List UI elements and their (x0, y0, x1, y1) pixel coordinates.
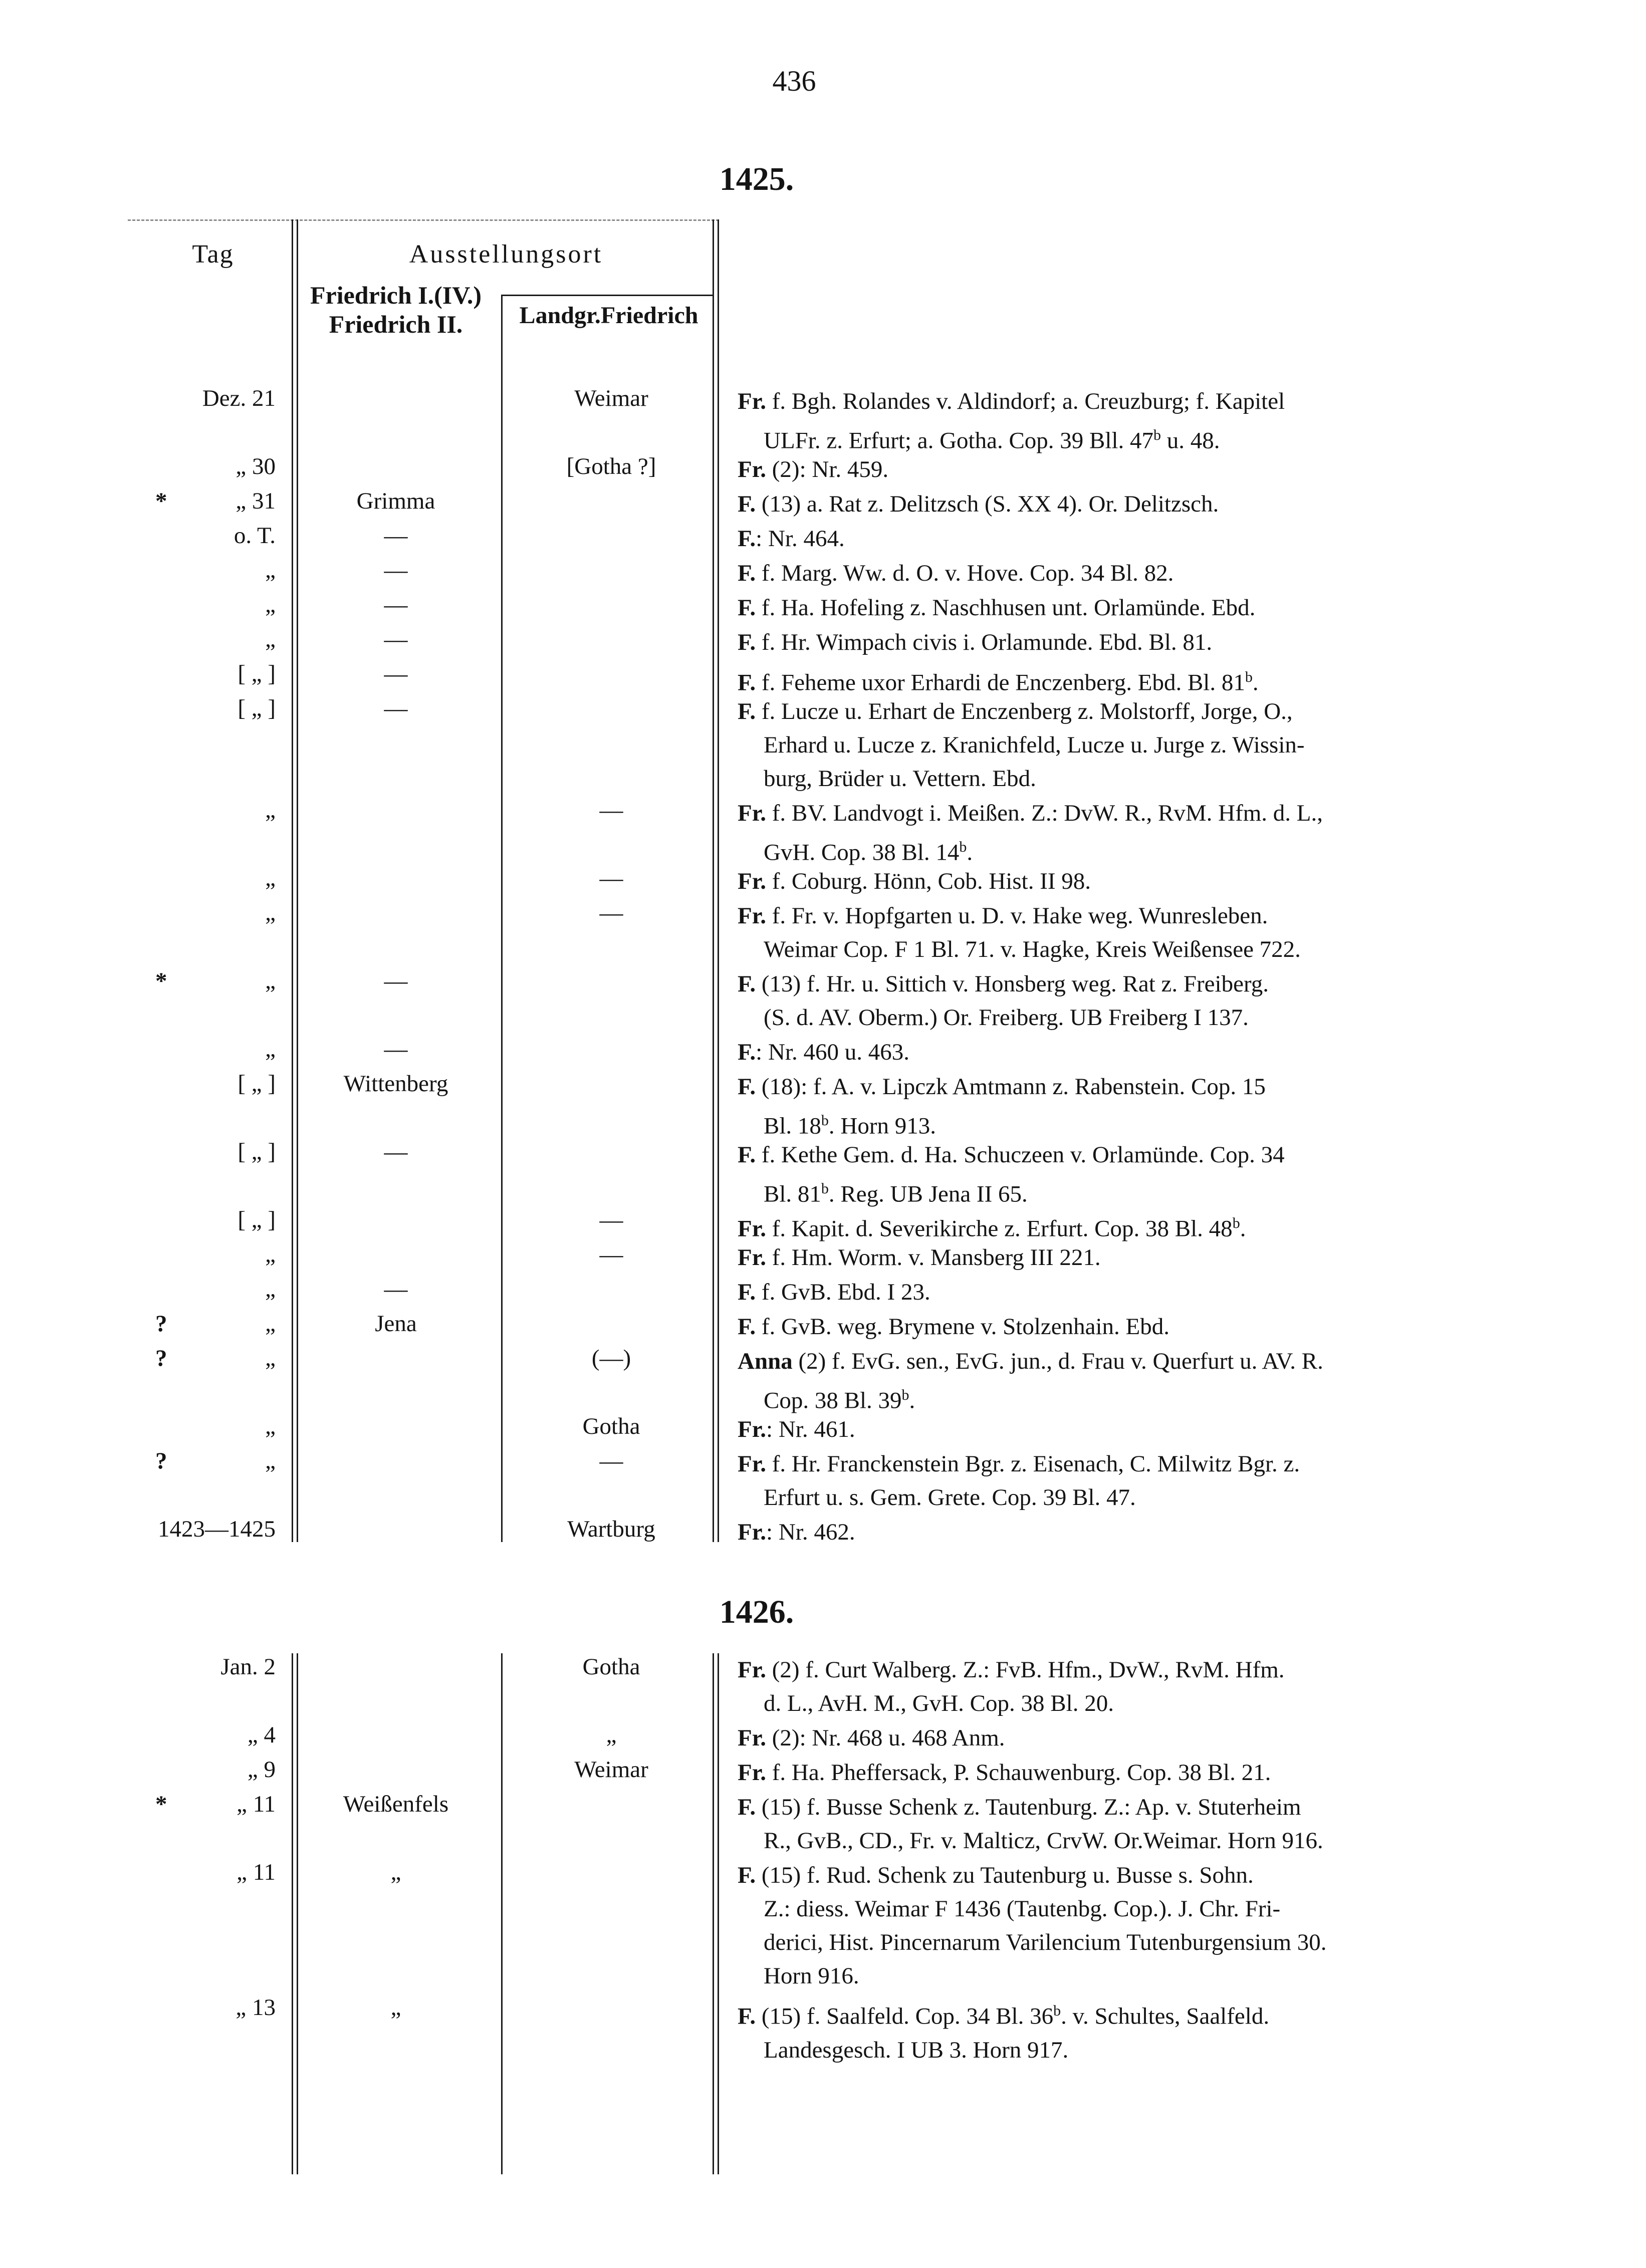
entry-text: f. Coburg. Hönn, Cob. Hist. II 98. (766, 868, 1091, 894)
row-date: 1423—1425 (158, 1516, 276, 1542)
row-date: „ 11 (237, 1791, 276, 1817)
row-date: „ 30 (236, 453, 276, 479)
row-date: [ „ ] (238, 1071, 276, 1097)
entry-line (738, 1721, 1489, 1755)
rule-f1-lg-2 (501, 1653, 503, 2174)
row-place-landgraf: — (599, 797, 623, 823)
entry-line (738, 1892, 1489, 1926)
entry-text: : Nr. 460 u. 463. (756, 1039, 909, 1065)
entry-superscript: b (1245, 669, 1253, 685)
header-friedrich-line-2: Friedrich II. (329, 310, 463, 338)
row-entry-text (738, 1994, 1489, 2067)
row-date: „ (265, 1036, 276, 1062)
entry-text: : Nr. 461. (766, 1416, 855, 1442)
entry-text: f. Kapit. d. Severikirche z. Erfurt. Cop. 38 Bl. 48 (766, 1215, 1233, 1242)
row-entry-text (738, 865, 1489, 898)
row-date: „ (265, 1345, 276, 1371)
rule-header-sub (501, 295, 714, 296)
entry-line (738, 1172, 1489, 1211)
entry-text: : Nr. 464. (756, 526, 845, 552)
row-date: „ (265, 626, 276, 652)
row-place-friedrich: — (384, 1036, 408, 1062)
entry-line (738, 865, 1489, 898)
row-entry-text (738, 453, 1489, 486)
row-place-friedrich: — (384, 592, 408, 618)
row-place-friedrich: — (384, 695, 408, 721)
rule-tag-ort-1b (297, 219, 298, 1542)
row-entry-text (738, 1756, 1489, 1790)
entry-line (738, 1791, 1489, 1824)
entry-text: Bl. 81 (764, 1181, 821, 1207)
entry-text: Bl. 18 (764, 1113, 821, 1139)
entry-text: f. Feheme uxor Erhardi de Enczenberg. Ebd. Bl. 81 (756, 669, 1245, 696)
entry-line (738, 1994, 1489, 2034)
entry-line (738, 591, 1489, 625)
entry-text: (15) f. Saalfeld. Cop. 34 Bl. 36 (756, 2003, 1054, 2030)
entry-line (738, 1447, 1489, 1481)
entry-line (738, 899, 1489, 933)
entry-text: (18): f. A. v. Lipczk Amtmann z. Rabenstein. Cop. 15 (756, 1074, 1266, 1100)
entry-line (738, 1756, 1489, 1790)
entry-siglum: Fr. (738, 1759, 767, 1786)
row-entry-text (738, 1791, 1489, 1858)
entry-text: (13) f. Hr. u. Sittich v. Honsberg weg. Rat z. Freiberg. (756, 971, 1269, 997)
year-heading-1425: 1425. (719, 161, 794, 197)
entry-line (738, 1276, 1489, 1309)
row-place-landgraf: Gotha (582, 1413, 640, 1439)
entry-line (738, 1824, 1489, 1858)
row-place-landgraf: „ (606, 1722, 617, 1748)
entry-line (738, 762, 1489, 796)
row-entry-text (738, 1241, 1489, 1275)
row-place-friedrich: Wittenberg (343, 1071, 448, 1097)
row-entry-text (738, 1345, 1489, 1418)
year-heading-1426: 1426. (719, 1594, 794, 1630)
row-date: „ (265, 592, 276, 618)
row-entry-text (738, 797, 1489, 870)
entry-line (738, 1959, 1489, 1993)
header-friedrich (293, 281, 499, 339)
entry-line (738, 1481, 1489, 1515)
row-date: „ 4 (247, 1722, 276, 1748)
row-mark: * (155, 488, 167, 514)
row-date: „ (265, 865, 276, 891)
entry-text: burg, Brüder u. Vettern. Ebd. (764, 766, 1036, 792)
entry-siglum: F. (738, 2003, 756, 2030)
entry-siglum: F. (738, 971, 756, 997)
entry-siglum: F. (738, 1862, 756, 1888)
row-place-landgraf: Wartburg (567, 1516, 655, 1542)
row-entry-text (738, 626, 1489, 659)
row-place-landgraf: — (599, 1448, 623, 1474)
row-entry-text (738, 1447, 1489, 1515)
entry-text: . (1252, 669, 1259, 696)
row-date: [ „ ] (238, 661, 276, 687)
row-date: „ 13 (236, 1994, 276, 2021)
entry-text: Weimar Cop. F 1 Bl. 71. v. Hagke, Kreis Weißensee 722. (764, 936, 1301, 962)
entry-text: (2): Nr. 468 u. 468 Anm. (766, 1725, 1005, 1751)
entry-text: f. Ha. Hofeling z. Naschhusen unt. Orlamünde. Ebd. (756, 595, 1256, 621)
entry-line (738, 933, 1489, 966)
entry-text: f. Kethe Gem. d. Ha. Schuczeen v. Orlamünde. Cop. 34 (756, 1142, 1285, 1168)
entry-siglum: F. (738, 1794, 756, 1820)
entry-siglum: Fr. (738, 1657, 767, 1683)
entry-siglum: Anna (738, 1348, 793, 1374)
entry-text: (15) f. Busse Schenk z. Tautenburg. Z.: Ap. v. Stuterheim (756, 1794, 1301, 1820)
entry-line (738, 1070, 1489, 1104)
row-entry-text (738, 1138, 1489, 1211)
entry-line (738, 1001, 1489, 1035)
row-place-friedrich: — (384, 1139, 408, 1165)
row-date: [ „ ] (238, 1139, 276, 1165)
rule-tag-ort-1 (292, 219, 293, 1542)
entry-siglum: F. (738, 1314, 756, 1340)
row-entry-text (738, 385, 1489, 458)
entry-text: . Horn 913. (828, 1113, 936, 1139)
entry-line (738, 967, 1489, 1001)
row-entry-text (738, 1310, 1489, 1344)
entry-line (738, 557, 1489, 590)
row-date: „ (265, 968, 276, 994)
row-entry-text (738, 1653, 1489, 1720)
entry-text: u. 48. (1161, 427, 1220, 454)
rule-ort-text-2b (718, 1653, 719, 2174)
header-ausstellungsort: Ausstellungsort (409, 240, 603, 269)
rule-tag-ort-2b (297, 1653, 298, 2174)
row-date: „ (265, 557, 276, 583)
entry-siglum: Fr. (738, 1244, 767, 1271)
entry-siglum: Fr. (738, 903, 767, 929)
entry-text: f. GvB. Ebd. I 23. (756, 1279, 930, 1305)
row-date: o. T. (233, 523, 276, 549)
entry-siglum: Fr. (738, 1725, 767, 1751)
row-mark: ? (155, 1311, 167, 1337)
entry-text: (2): Nr. 459. (766, 456, 889, 482)
row-date: „ (265, 797, 276, 823)
entry-text: f. Hm. Worm. v. Mansberg III 221. (766, 1244, 1101, 1271)
entry-siglum: F. (738, 595, 756, 621)
entry-superscript: b (1153, 427, 1161, 443)
row-place-friedrich: — (384, 626, 408, 652)
row-entry-text (738, 1413, 1489, 1446)
entry-line (738, 797, 1489, 830)
entry-line (738, 626, 1489, 659)
row-place-landgraf: [Gotha ?] (566, 453, 656, 479)
entry-line (738, 522, 1489, 556)
entry-text: f. Marg. Ww. d. O. v. Hove. Cop. 34 Bl. 82. (756, 560, 1174, 586)
entry-siglum: Fr. (738, 868, 767, 894)
row-place-friedrich: „ (390, 1859, 401, 1885)
row-date: „ (265, 900, 276, 926)
entry-line (738, 728, 1489, 762)
rule-ort-text-1b (718, 219, 719, 1542)
row-place-friedrich: — (384, 661, 408, 687)
entry-siglum: F. (738, 491, 756, 517)
row-entry-text (738, 557, 1489, 590)
row-mark: * (155, 1791, 167, 1817)
header-friedrich-line-1: Friedrich I.(IV.) (310, 281, 482, 309)
entry-siglum: F. (738, 1279, 756, 1305)
row-place-friedrich: — (384, 1276, 408, 1302)
row-entry-text (738, 1070, 1489, 1143)
row-entry-text (738, 1721, 1489, 1755)
entry-siglum: F. (738, 1142, 756, 1168)
row-entry-text (738, 1036, 1489, 1069)
entry-siglum: Fr. (738, 1215, 767, 1242)
row-date: „ 11 (237, 1859, 276, 1885)
row-date: „ (265, 1413, 276, 1439)
row-date: „ (265, 1448, 276, 1474)
entry-line (738, 695, 1489, 728)
entry-line (738, 1653, 1489, 1687)
row-place-friedrich: — (384, 968, 408, 994)
entry-text: f. Fr. v. Hopfgarten u. D. v. Hake weg. Wunresleben. (766, 903, 1268, 929)
row-entry-text (738, 522, 1489, 556)
entry-siglum: F. (738, 1039, 756, 1065)
entry-line (738, 1206, 1489, 1246)
row-date: [ „ ] (238, 695, 276, 721)
row-entry-text (738, 591, 1489, 625)
entry-line (738, 2034, 1489, 2067)
entry-siglum: Fr. (738, 388, 767, 414)
entry-text: GvH. Cop. 38 Bl. 14 (764, 839, 960, 866)
entry-text: f. Hr. Franckenstein Bgr. z. Eisenach, C. Milwitz Bgr. z. (766, 1451, 1300, 1477)
row-place-landgraf: Weimar (574, 385, 648, 411)
row-place-landgraf: — (599, 900, 623, 926)
row-entry-text (738, 899, 1489, 966)
entry-text: (S. d. AV. Oberm.) Or. Freiberg. UB Freiberg I 137. (764, 1004, 1249, 1031)
entry-text: derici, Hist. Pincernarum Varilencium Tutenburgensium 30. (764, 1929, 1327, 1955)
entry-text: f. Ha. Pheffersack, P. Schauwenburg. Cop. 38 Bl. 21. (766, 1759, 1271, 1786)
entry-siglum: Fr. (738, 1451, 767, 1477)
entry-siglum: F. (738, 1074, 756, 1100)
row-date: [ „ ] (238, 1207, 276, 1233)
entry-line (738, 1138, 1489, 1172)
row-date: „ (265, 1241, 276, 1268)
entry-line (738, 453, 1489, 486)
entry-text: Z.: diess. Weimar F 1436 (Tautenbg. Cop.). J. Chr. Fri- (764, 1896, 1281, 1922)
entry-siglum: Fr. (738, 456, 767, 482)
row-entry-text (738, 1859, 1489, 1993)
entry-text: Landesgesch. I UB 3. Horn 917. (764, 2037, 1069, 2063)
entry-superscript: b (821, 1180, 829, 1197)
entry-line (738, 1104, 1489, 1143)
entry-line (738, 830, 1489, 870)
row-place-friedrich: Jena (375, 1311, 417, 1337)
entry-text: . v. Schultes, Saalfeld. (1061, 2003, 1270, 2030)
row-entry-text (738, 1276, 1489, 1309)
entry-line (738, 1310, 1489, 1344)
rule-tag-ort-2 (292, 1653, 293, 2174)
entry-line (738, 1345, 1489, 1378)
entry-text: f. GvB. weg. Brymene v. Stolzenhain. Ebd. (756, 1314, 1169, 1340)
entry-line (738, 1687, 1489, 1720)
entry-text: . (1240, 1215, 1246, 1242)
entry-siglum: F. (738, 669, 756, 696)
row-entry-text (738, 1206, 1489, 1246)
entry-superscript: b (901, 1387, 909, 1403)
row-place-landgraf: — (599, 1207, 623, 1233)
entry-line (738, 1036, 1489, 1069)
entry-text: R., GvB., CD., Fr. v. Malticz, CrvW. Or.Weimar. Horn 916. (764, 1828, 1323, 1854)
row-entry-text (738, 695, 1489, 796)
row-place-friedrich: Weißenfels (343, 1791, 449, 1817)
entry-line (738, 487, 1489, 521)
row-date: „ 9 (247, 1756, 276, 1783)
entry-text: : Nr. 462. (766, 1519, 855, 1545)
entry-line (738, 1241, 1489, 1275)
entry-line (738, 1859, 1489, 1892)
entry-text: f. Hr. Wimpach civis i. Orlamunde. Ebd. Bl. 81. (756, 629, 1213, 655)
row-place-landgraf: Gotha (582, 1654, 640, 1680)
row-entry-text (738, 967, 1489, 1035)
entry-text: f. BV. Landvogt i. Meißen. Z.: DvW. R., RvM. Hfm. d. L., (766, 800, 1323, 826)
entry-siglum: F. (738, 526, 756, 552)
entry-text: Erfurt u. s. Gem. Grete. Cop. 39 Bl. 47. (764, 1484, 1136, 1510)
row-mark: ? (155, 1448, 167, 1474)
entry-siglum: Fr. (738, 800, 767, 826)
entry-line (738, 385, 1489, 418)
entry-text: (2) f. Curt Walberg. Z.: FvB. Hfm., DvW., RvM. Hfm. (766, 1657, 1285, 1683)
row-entry-text (738, 1516, 1489, 1549)
entry-line (738, 418, 1489, 458)
row-place-landgraf: Weimar (574, 1756, 648, 1783)
row-entry-text (738, 487, 1489, 521)
entry-line (738, 1378, 1489, 1418)
entry-text: . (967, 839, 973, 866)
row-date: Dez. 21 (202, 385, 276, 411)
row-mark: * (155, 968, 167, 994)
row-date: Jan. 2 (220, 1654, 276, 1680)
entry-text: f. Bgh. Rolandes v. Aldindorf; a. Creuzburg; f. Kapitel (766, 388, 1285, 414)
entry-siglum: F. (738, 698, 756, 724)
entry-text: (15) f. Rud. Schenk zu Tautenburg u. Busse s. Sohn. (756, 1862, 1254, 1888)
entry-text: (2) f. EvG. sen., EvG. jun., d. Frau v. Querfurt u. AV. R. (792, 1348, 1323, 1374)
entry-superscript: b (959, 839, 967, 855)
entry-text: Cop. 38 Bl. 39 (764, 1387, 902, 1414)
row-place-friedrich: Grimma (356, 488, 435, 514)
entry-text: d. L., AvH. M., GvH. Cop. 38 Bl. 20. (764, 1690, 1114, 1716)
row-date: „ (265, 1276, 276, 1302)
entry-text: f. Lucze u. Erhart de Enczenberg z. Molstorff, Jorge, O., (756, 698, 1293, 724)
row-entry-text (738, 660, 1489, 700)
row-place-friedrich: „ (390, 1994, 401, 2021)
row-date: „ (265, 1311, 276, 1337)
entry-siglum: Fr. (738, 1519, 767, 1545)
row-place-friedrich: — (384, 557, 408, 583)
rule-f1-lg (501, 296, 503, 1542)
entry-text: ULFr. z. Erfurt; a. Gotha. Cop. 39 Bll. 47 (764, 427, 1154, 454)
entry-text: Horn 916. (764, 1963, 859, 1989)
header-top-dashed-rule (128, 219, 719, 221)
entry-siglum: F. (738, 560, 756, 586)
entry-line (738, 1516, 1489, 1549)
entry-line (738, 1413, 1489, 1446)
header-landgraf: Landgr.Friedrich (519, 302, 698, 329)
entry-superscript: b (821, 1112, 829, 1129)
row-place-landgraf: — (599, 1241, 623, 1268)
entry-line (738, 660, 1489, 700)
entry-superscript: b (1053, 2002, 1061, 2019)
entry-line (738, 1926, 1489, 1959)
entry-text: Erhard u. Lucze z. Kranichfeld, Lucze u. Jurge z. Wissin- (764, 732, 1305, 758)
entry-siglum: F. (738, 629, 756, 655)
page-number: 436 (772, 65, 816, 97)
entry-text: (13) a. Rat z. Delitzsch (S. XX 4). Or. Delitzsch. (756, 491, 1219, 517)
entry-text: . (909, 1387, 915, 1414)
entry-siglum: Fr. (738, 1416, 767, 1442)
row-place-landgraf: (—) (591, 1345, 631, 1371)
row-mark: ? (155, 1345, 167, 1371)
row-date: „ 31 (236, 488, 276, 514)
entry-text: . Reg. UB Jena II 65. (828, 1181, 1028, 1207)
header-tag: Tag (192, 240, 234, 269)
entry-superscript: b (1232, 1215, 1240, 1231)
row-place-landgraf: — (599, 865, 623, 891)
row-place-friedrich: — (384, 523, 408, 549)
